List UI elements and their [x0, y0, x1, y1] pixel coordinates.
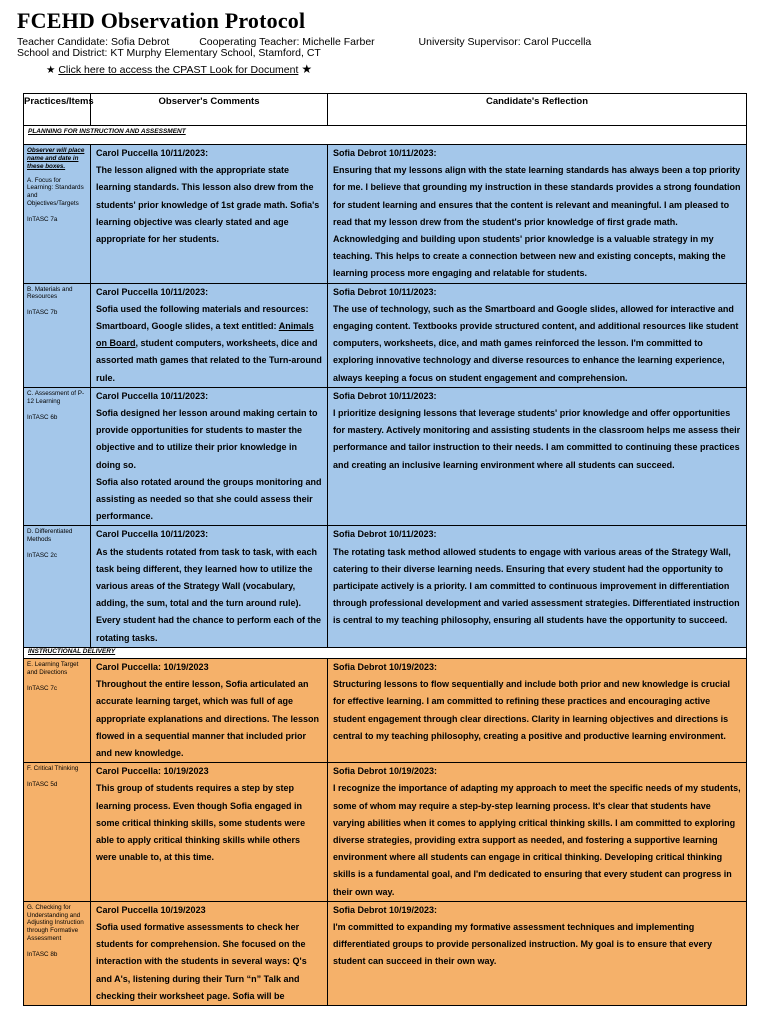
- section-planning-title: PLANNING FOR INSTRUCTION AND ASSESSMENT: [24, 126, 747, 145]
- observer-note: Observer will place name and date in these boxes.: [27, 147, 85, 170]
- observer-comment-cell[interactable]: [91, 145, 328, 284]
- candidate-name-date: Sofia Debrot 10/11/2023:: [333, 390, 437, 401]
- item-label: G. Checking for Understanding and Adjusting Instruction through Formative Assessment: [27, 903, 84, 943]
- candidate-name-date: Sofia Debrot 10/19/2023:: [333, 766, 438, 777]
- observer-comment-cell[interactable]: [91, 763, 328, 902]
- intasc-standard: InTASC 6b: [27, 413, 58, 421]
- item-label: A. Focus for Learning: Standards and Objectives/Targets: [27, 176, 84, 208]
- observer-comment: As the students rotated from task to task, with each task being different, they learned how to utilize the various areas of the Strategy Wall (vocabulary, adding, the sum, total and the turn around rule). Every student had the chance to perform each of the rotating tasks.: [96, 546, 322, 643]
- table-row: [24, 901, 747, 1005]
- observer-comment-cell[interactable]: [91, 387, 328, 526]
- item-label: F. Critical Thinking: [27, 765, 79, 773]
- candidate-reflection: I'm committed to expanding my formative assessment techniques and implementing differentiated groups to provide personalized instruction. My goal is to ensure that every student can succeed in their own way.: [333, 921, 713, 967]
- observer-comment: Sofia used formative assessments to check her students for comprehension. She focused on the interaction with the students in several ways: Q's and A's, listening during their Turn “n” Talk and checking their worksheet page. Sofia will be: [96, 921, 307, 1001]
- observer-comment-cell[interactable]: [91, 901, 328, 1005]
- item-cell: [24, 387, 91, 526]
- candidate-reflection-cell[interactable]: [328, 763, 747, 902]
- table-row: [24, 283, 747, 387]
- item-cell: [24, 763, 91, 902]
- candidate-name-date: Sofia Debrot 10/19/2023:: [333, 904, 438, 915]
- item-label: D. Differentiated Methods: [27, 528, 73, 544]
- star-icon: ★: [46, 64, 56, 76]
- candidate-reflection-cell[interactable]: [328, 658, 747, 762]
- observer-comment: The lesson aligned with the appropriate state learning standards. This lesson also drew from the students' prior knowledge of 1st grade math. Sofia's learning objective was clearly stated and age appropriate for her students.: [96, 165, 320, 245]
- text-title: Animals on Board: [96, 321, 314, 349]
- item-cell: [24, 658, 91, 762]
- candidate-reflection-cell[interactable]: [328, 387, 747, 526]
- observer-comment: This group of students requires a step by step learning process. Even though Sofia engaged in some critical thinking skills, some students were able to apply critical thinking skills while others were unable to, at this time.: [96, 783, 306, 863]
- observation-table: [23, 93, 747, 1006]
- teacher-candidate: Teacher Candidate: Sofia Debrot: [17, 36, 170, 48]
- table-row: [24, 145, 747, 284]
- table-header-row: [24, 94, 747, 126]
- observer-name-date: Carol Puccella: 10/19/2023: [96, 766, 209, 777]
- item-label: E. Learning Target and Directions: [27, 660, 79, 676]
- candidate-reflection-cell[interactable]: [328, 901, 747, 1005]
- observer-comment-cell[interactable]: [91, 283, 328, 387]
- observer-name-date: Carol Puccella: 10/19/2023: [96, 661, 209, 672]
- table-row: [24, 763, 747, 902]
- intasc-standard: InTASC 7b: [27, 309, 58, 317]
- star-icon: ★: [301, 62, 313, 76]
- item-cell: [24, 526, 91, 647]
- col-reflection-header: Candidate's Reflection: [328, 94, 747, 126]
- document-title: FCEHD Observation Protocol: [17, 8, 306, 33]
- section-delivery-title: INSTRUCTIONAL DELIVERY: [24, 647, 747, 658]
- candidate-reflection: Ensuring that my lessons align with the state learning standards has always been a top priority for me. I believe that grounding my instruction in these standards provides a strong foundation for student learning and ensures that the content is relevant and meaningful. I am pleased to read that my lesson drew from the student's prior knowledge of first grade math. Acknowledging and building upon students' prior knowledge is a valuable strategy in my teaching. This helps to create a connection between new and existing concepts, making the learning process more engaging and relatable for students.: [333, 165, 741, 279]
- candidate-name-date: Sofia Debrot 10/11/2023:: [333, 286, 437, 297]
- candidate-reflection: The rotating task method allowed students to engage with various areas of the Strategy Wall, catering to their diverse learning needs. Ensuring that every student had the opportunity to participate actively is a priority. I am committed to continuous improvement in differentiation through professional development and varied assessment strategies. Differentiated instruction is central to my teaching philosophy, ensuring all students have the opportunity to succeed.: [333, 546, 740, 626]
- item-cell: [24, 145, 91, 284]
- intasc-standard: InTASC 8b: [27, 951, 58, 959]
- observer-name-date: Carol Puccella 10/11/2023:: [96, 529, 209, 540]
- cpast-link-line: [46, 62, 312, 76]
- section-planning-row: [24, 126, 747, 145]
- intasc-standard: InTASC 2c: [27, 552, 57, 560]
- col-practices-header: Practices/Items: [24, 94, 91, 126]
- candidate-reflection: I recognize the importance of adapting my approach to meet the specific needs of my students, some of whom may require a step-by-step learning process. It's clear that students have varying abilities when it comes to applying critical thinking skills. I am committed to exploring diverse strategies, providing extra support as needed, and fostering a supportive learning environment where all students can engage in critical thinking. Developing critical thinking skills is a fundamental goal, and I'm dedicated to ensuring that every student can progress in their own way.: [333, 783, 741, 897]
- observer-comment: Sofia designed her lesson around making certain to provide opportunities for students to master the objective and to utilize their prior knowledge in doing so.: [96, 408, 318, 470]
- candidate-name-date: Sofia Debrot 10/11/2023:: [333, 148, 437, 158]
- table-row: [24, 387, 747, 526]
- intasc-standard: InTASC 7c: [27, 684, 57, 692]
- candidate-reflection: I prioritize designing lessons that leverage students' prior knowledge and offer opportunities for mastery. Actively monitoring and assisting students in the classroom helps me assess their performance and tailor instruction to their needs. I am committed to continuing these practices and creating an inclusive learning environment where all students can succeed.: [333, 408, 741, 470]
- table-row: [24, 658, 747, 762]
- candidate-reflection: The use of technology, such as the Smartboard and Google slides, allowed for interactive and engaging content. Textbooks provide structured content, and additional resources like student computers, worksheets, dice, and math games reinforced the lesson. I'm committed to exploring innovative technology and diverse resources to enhance the learning experience, always keeping a focus on student engagement and comprehension.: [333, 303, 739, 383]
- observer-name-date: Carol Puccella 10/11/2023:: [96, 148, 209, 158]
- candidate-reflection: Structuring lessons to flow sequentially and include both prior and new knowledge is crucial for effective learning. I am committed to refining these practices and encouraging active student engagement through clear directions. Clarity in learning objectives and directions is central to my teaching philosophy, creating a positive and productive learning environment.: [333, 679, 731, 741]
- col-observer-header: Observer's Comments: [91, 94, 328, 126]
- candidate-reflection-cell[interactable]: [328, 145, 747, 284]
- item-cell: [24, 901, 91, 1005]
- candidate-reflection-cell[interactable]: [328, 283, 747, 387]
- item-cell: [24, 283, 91, 387]
- candidate-reflection-cell[interactable]: [328, 526, 747, 647]
- observer-name-date: Carol Puccella 10/11/2023:: [96, 286, 209, 297]
- candidate-name-date: Sofia Debrot 10/19/2023:: [333, 661, 438, 672]
- intasc-standard: InTASC 5d: [27, 780, 58, 788]
- cooperating-teacher: Cooperating Teacher: Michelle Farber: [199, 36, 375, 48]
- observer-name-date: Carol Puccella 10/19/2023: [96, 904, 206, 915]
- observer-name-date: Carol Puccella 10/11/2023:: [96, 390, 209, 401]
- item-label: B. Materials and Resources: [27, 285, 73, 301]
- school-district: School and District: KT Murphy Elementary School, Stamford, CT: [17, 47, 321, 59]
- candidate-name-date: Sofia Debrot 10/11/2023:: [333, 529, 437, 540]
- observer-comment-cont: , student computers, worksheets, dice and assorted math games that related to the Turn-around rule.: [96, 338, 322, 383]
- observer-comment: Sofia used the following materials and resources: Smartboard, Google slides, a text entitled:: [96, 303, 309, 332]
- observer-comment: Throughout the entire lesson, Sofia articulated an accurate learning target, which was full of age appropriate explanations and directions. The lesson flowed in a sequential manner that included prior and new knowledge.: [96, 679, 320, 758]
- table-row: [24, 526, 747, 647]
- item-label: C. Assessment of P-12 Learning: [27, 389, 85, 405]
- university-supervisor: University Supervisor: Carol Puccella: [418, 36, 592, 48]
- observer-comment-cell[interactable]: [91, 526, 328, 647]
- section-delivery-row: [24, 647, 747, 658]
- cpast-document-link[interactable]: Click here to access the CPAST Look for Document: [58, 64, 299, 76]
- intasc-standard: InTASC 7a: [27, 216, 58, 224]
- observer-comment-2: Sofia also rotated around the groups monitoring and assisting as needed so that she could assess their performance.: [96, 476, 322, 522]
- observer-comment-cell[interactable]: [91, 658, 328, 762]
